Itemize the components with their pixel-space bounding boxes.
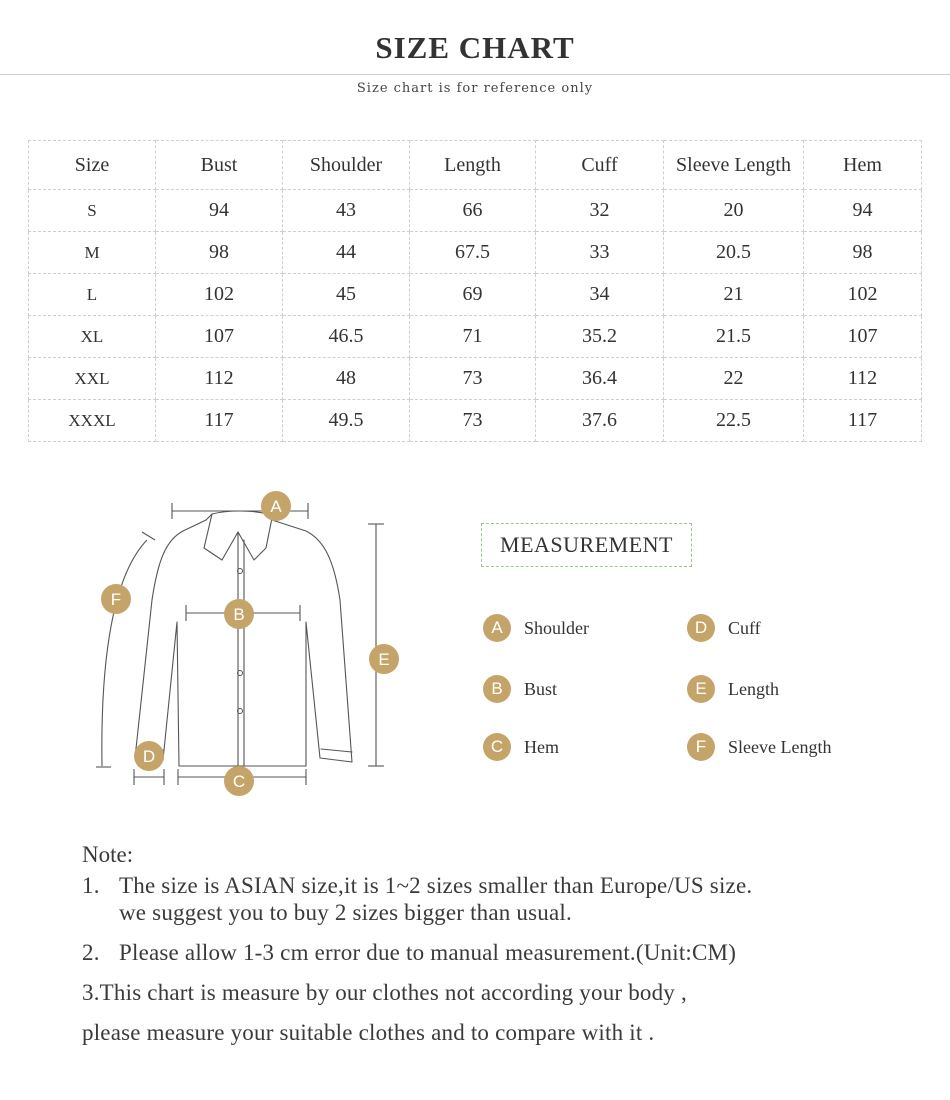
table-row: [29, 316, 922, 358]
table-cell: 32: [536, 190, 664, 232]
page-title: SIZE CHART: [375, 30, 575, 65]
table-cell: 112: [156, 358, 283, 400]
table-cell: 45: [283, 274, 410, 316]
note-item-3: 3.This chart is measure by our clothes not according your body ,: [82, 980, 687, 1005]
shirt-diagram: [0, 480, 440, 810]
legend-label: Sleeve Length: [728, 736, 832, 757]
svg-text:B: B: [233, 605, 245, 624]
table-cell: 22: [664, 358, 804, 400]
note-item-3-continued: please measure your suitable clothes and to compare with it .: [82, 1020, 655, 1045]
marker-b: [224, 599, 254, 629]
diagram-markers: [101, 491, 399, 796]
legend-item-shoulder: [483, 614, 589, 642]
table-cell: XXXL: [29, 400, 156, 442]
legend-marker: F: [687, 733, 715, 761]
table-row: [29, 232, 922, 274]
table-cell: 94: [156, 190, 283, 232]
legend-label: Cuff: [728, 617, 761, 638]
table-cell: 98: [156, 232, 283, 274]
table-cell: 22.5: [664, 400, 804, 442]
table-cell: 35.2: [536, 316, 664, 358]
legend-marker: E: [687, 675, 715, 703]
table-cell: 73: [410, 400, 536, 442]
table-cell: 107: [156, 316, 283, 358]
legend-marker: D: [687, 614, 715, 642]
column-header: Bust: [156, 141, 283, 190]
table-cell: 20.5: [664, 232, 804, 274]
legend-item-hem: [483, 733, 559, 761]
notes-heading: Note:: [82, 842, 134, 867]
column-header: Hem: [804, 141, 922, 190]
table-cell: 107: [804, 316, 922, 358]
measurement-heading: MEASUREMENT: [481, 523, 692, 567]
table-cell: 21: [664, 274, 804, 316]
legend-marker: B: [483, 675, 511, 703]
table-cell: 43: [283, 190, 410, 232]
table-cell: 112: [804, 358, 922, 400]
legend-item-sleeve-length: [687, 733, 831, 761]
column-header: Size: [29, 141, 156, 190]
note-text: Please allow 1-3 cm error due to manual measurement.(Unit:CM): [119, 940, 737, 965]
title-divider: [0, 74, 950, 75]
table-cell: 44: [283, 232, 410, 274]
legend-label: Length: [728, 678, 779, 699]
table-cell: 102: [804, 274, 922, 316]
table-cell: 36.4: [536, 358, 664, 400]
legend-label: Hem: [524, 736, 559, 757]
note-number: 1.: [82, 873, 100, 898]
marker-a: [261, 491, 291, 521]
svg-text:A: A: [270, 497, 282, 516]
note-text-continued: we suggest you to buy 2 sizes bigger than usual.: [119, 900, 572, 925]
legend-marker: C: [483, 733, 511, 761]
table-cell: 69: [410, 274, 536, 316]
table-row: [29, 190, 922, 232]
table-cell: M: [29, 232, 156, 274]
note-text: The size is ASIAN size,it is 1~2 sizes smaller than Europe/US size.: [119, 873, 753, 898]
marker-f: [101, 584, 131, 614]
note-item-2: [82, 940, 737, 966]
table-cell: XXL: [29, 358, 156, 400]
legend-item-cuff: [687, 614, 761, 642]
size-table: [28, 140, 922, 442]
table-header-row: [29, 141, 922, 190]
table-row: [29, 400, 922, 442]
table-cell: 33: [536, 232, 664, 274]
table-cell: 117: [156, 400, 283, 442]
page-subtitle: Size chart is for reference only: [356, 81, 594, 96]
legend-item-bust: [483, 675, 557, 703]
table-cell: 48: [283, 358, 410, 400]
table-cell: 71: [410, 316, 536, 358]
table-cell: 49.5: [283, 400, 410, 442]
note-item-1: [82, 873, 753, 899]
table-row: [29, 358, 922, 400]
table-cell: 34: [536, 274, 664, 316]
table-cell: 67.5: [410, 232, 536, 274]
table-cell: 94: [804, 190, 922, 232]
marker-c: [224, 766, 254, 796]
column-header: Sleeve Length: [664, 141, 804, 190]
shirt-outline: [135, 511, 352, 766]
svg-text:F: F: [110, 590, 122, 609]
legend-label: Shoulder: [524, 617, 589, 638]
note-number: 2.: [82, 940, 100, 965]
table-cell: 66: [410, 190, 536, 232]
svg-text:C: C: [232, 772, 246, 791]
table-cell: 21.5: [664, 316, 804, 358]
table-cell: 102: [156, 274, 283, 316]
table-row: [29, 274, 922, 316]
svg-text:D: D: [142, 747, 156, 766]
table-cell: 73: [410, 358, 536, 400]
table-cell: 46.5: [283, 316, 410, 358]
column-header: Shoulder: [283, 141, 410, 190]
table-cell: 20: [664, 190, 804, 232]
marker-e: [369, 644, 399, 674]
column-header: Length: [410, 141, 536, 190]
table-cell: S: [29, 190, 156, 232]
table-cell: 37.6: [536, 400, 664, 442]
column-header: Cuff: [536, 141, 664, 190]
table-cell: XL: [29, 316, 156, 358]
svg-text:E: E: [378, 650, 390, 669]
legend-marker: A: [483, 614, 511, 642]
table-cell: L: [29, 274, 156, 316]
table-cell: 117: [804, 400, 922, 442]
dimension-lines: [96, 503, 384, 785]
legend-item-length: [687, 675, 779, 703]
legend-label: Bust: [524, 678, 558, 699]
table-cell: 98: [804, 232, 922, 274]
marker-d: [134, 741, 164, 771]
